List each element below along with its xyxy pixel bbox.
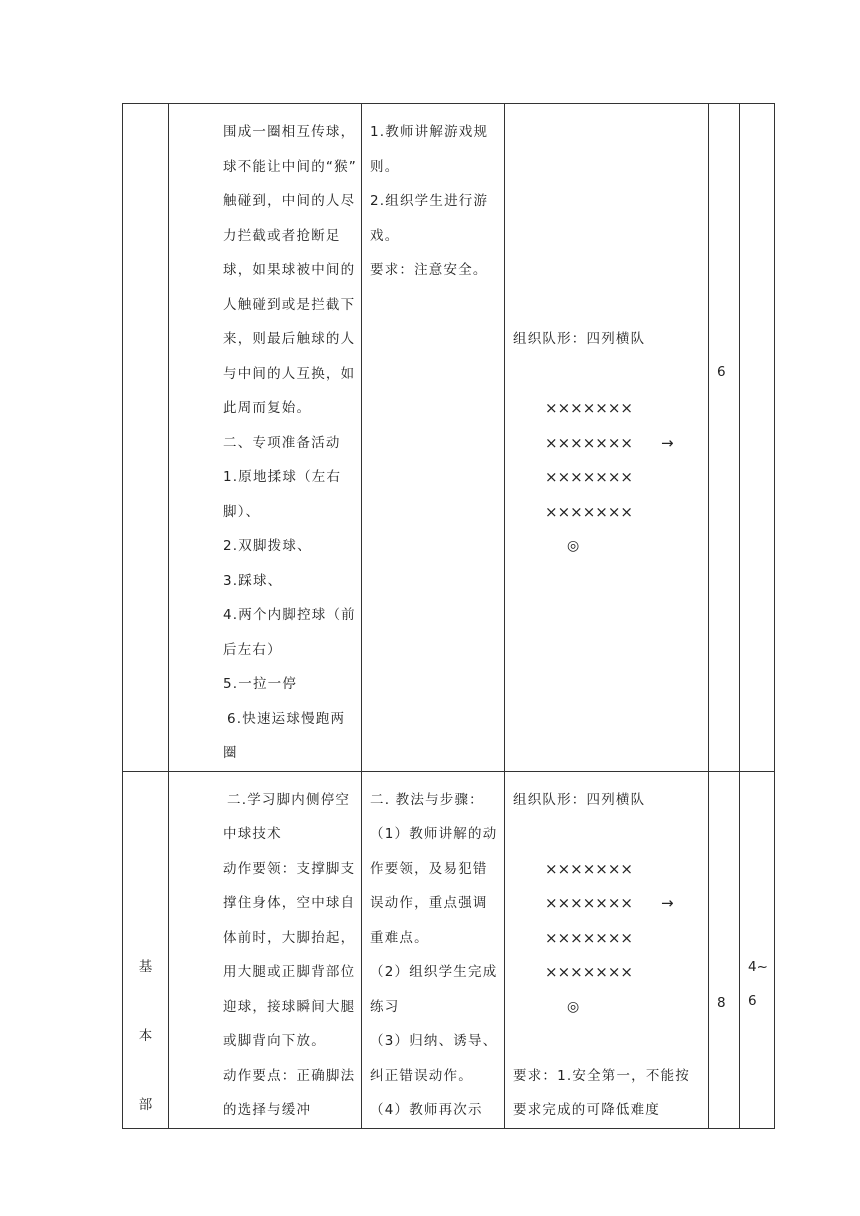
teacher-position-icon: ◎ bbox=[567, 998, 581, 1015]
text-line: 练习 bbox=[370, 998, 400, 1015]
text-line: 戏。 bbox=[370, 227, 400, 244]
formation-row: ××××××× bbox=[545, 928, 633, 947]
time-cell bbox=[709, 104, 740, 772]
requirement-line: 要求完成的可降低难度 bbox=[513, 1102, 660, 1118]
table-row bbox=[123, 104, 775, 772]
text-line: 动作要领：支撑脚支 bbox=[223, 860, 356, 877]
text-line: 圈 bbox=[223, 745, 238, 761]
text-line: 二、专项准备活动 bbox=[223, 434, 341, 451]
text-line: 中球技术 bbox=[223, 826, 282, 842]
text-line: 球，如果球被中间的 bbox=[223, 262, 356, 278]
text-line: 触碰到，中间的人尽 bbox=[223, 193, 356, 209]
text-line: 则。 bbox=[370, 158, 400, 175]
formation-row: ××××××× bbox=[545, 399, 633, 417]
arrow-icon: → bbox=[660, 894, 674, 912]
teacher-position-icon: ◎ bbox=[567, 538, 581, 554]
text-line: 1.教师讲解游戏规 bbox=[370, 124, 489, 140]
text-line: 1.原地揉球（左右 bbox=[223, 469, 342, 485]
text-line: 动作要点：正确脚法 bbox=[223, 1067, 356, 1084]
content-cell bbox=[169, 771, 362, 1128]
section-char: 基 bbox=[138, 958, 153, 975]
formation-row-marks: ××××××× bbox=[545, 433, 633, 452]
count-cell bbox=[740, 771, 775, 1128]
count-value bbox=[740, 772, 774, 1019]
text-line: 的选择与缓冲 bbox=[223, 1102, 312, 1118]
text-line: 纠正错误动作。 bbox=[370, 1067, 473, 1084]
text-line: 误动作，重点强调 bbox=[370, 895, 488, 911]
text-line: 与中间的人互换，如 bbox=[223, 365, 356, 382]
text-line: （2）组织学生完成 bbox=[370, 964, 498, 980]
text-line: 二.学习脚内侧停空 bbox=[227, 791, 351, 808]
content-text bbox=[169, 772, 361, 1128]
section-cell bbox=[123, 104, 169, 772]
text-line: （3）归纳、诱导、 bbox=[370, 1033, 498, 1049]
text-line: 作要领，及易犯错 bbox=[370, 860, 488, 877]
formation-row: ××××××× bbox=[545, 859, 633, 878]
text-line: 重难点。 bbox=[370, 929, 429, 946]
text-line: 6.快速运球慢跑两 bbox=[227, 710, 346, 727]
formation-row: ××××××× bbox=[545, 468, 633, 486]
time-value: 8 bbox=[717, 994, 726, 1011]
section-char: 部 bbox=[138, 1096, 153, 1113]
text-line: 人触碰到或是拦截下 bbox=[223, 296, 356, 313]
formation-title: 组织队形：四列横队 bbox=[513, 791, 646, 808]
requirement-line: 要求：1.安全第一，不能按 bbox=[513, 1067, 690, 1084]
content-cell bbox=[169, 104, 362, 772]
lesson-plan-table bbox=[122, 103, 775, 1129]
count-line: 6 bbox=[748, 993, 757, 1009]
text-line: 2.组织学生进行游 bbox=[370, 193, 489, 209]
formation-row: ××××××× bbox=[545, 502, 633, 521]
formation-block bbox=[505, 772, 708, 1128]
text-line: 或脚背向下放。 bbox=[223, 1033, 326, 1049]
text-line: 球不能让中间的“猴” bbox=[223, 158, 357, 175]
text-line: 脚）、 bbox=[223, 503, 261, 520]
text-line: 要求：注意安全。 bbox=[370, 262, 488, 278]
formation-row bbox=[513, 426, 704, 461]
text-line: 体前时，大脚抬起， bbox=[223, 929, 356, 946]
formation-row: ××××××× bbox=[545, 963, 633, 981]
text-line: （1）教师讲解的动 bbox=[370, 826, 498, 842]
method-cell bbox=[362, 104, 505, 772]
formation-row-marks: ××××××× bbox=[545, 894, 633, 912]
count-cell bbox=[740, 104, 775, 772]
method-text bbox=[362, 772, 504, 1128]
table-row bbox=[123, 771, 775, 1128]
text-line: 2.双脚拨球、 bbox=[223, 538, 312, 554]
section-cell bbox=[123, 771, 169, 1128]
text-line: 迎球，接球瞬间大腿 bbox=[223, 998, 356, 1015]
formation-row bbox=[513, 886, 704, 921]
text-line: 用大腿或正脚背部位 bbox=[223, 964, 356, 980]
time-value: 6 bbox=[717, 364, 726, 380]
section-char: 本 bbox=[138, 1027, 153, 1044]
content-text bbox=[169, 104, 361, 771]
text-line: 围成一圈相互传球， bbox=[223, 124, 356, 140]
arrow-icon: → bbox=[660, 433, 674, 452]
formation-cell bbox=[505, 104, 709, 772]
text-line: 来，则最后触球的人 bbox=[223, 331, 356, 347]
text-line: 力拦截或者抢断足 bbox=[223, 227, 341, 244]
time-cell bbox=[709, 771, 740, 1128]
count-line: 4~ bbox=[748, 958, 768, 975]
method-text bbox=[362, 104, 504, 288]
formation-title: 组织队形：四列横队 bbox=[513, 331, 646, 347]
text-line: 后左右） bbox=[223, 641, 282, 658]
text-line: 3.踩球、 bbox=[223, 572, 283, 589]
text-line: 5.一拉一停 bbox=[223, 676, 298, 692]
method-cell bbox=[362, 771, 505, 1128]
text-line: 二. 教法与步骤： bbox=[370, 791, 484, 808]
text-line: 4.两个内脚控球（前 bbox=[223, 607, 356, 623]
text-line: （4）教师再次示 bbox=[370, 1102, 483, 1118]
formation-block bbox=[505, 104, 708, 564]
formation-cell bbox=[505, 771, 709, 1128]
text-line: 撑住身体，空中球自 bbox=[223, 895, 356, 911]
section-label bbox=[123, 772, 168, 1123]
text-line: 此周而复始。 bbox=[223, 400, 312, 416]
